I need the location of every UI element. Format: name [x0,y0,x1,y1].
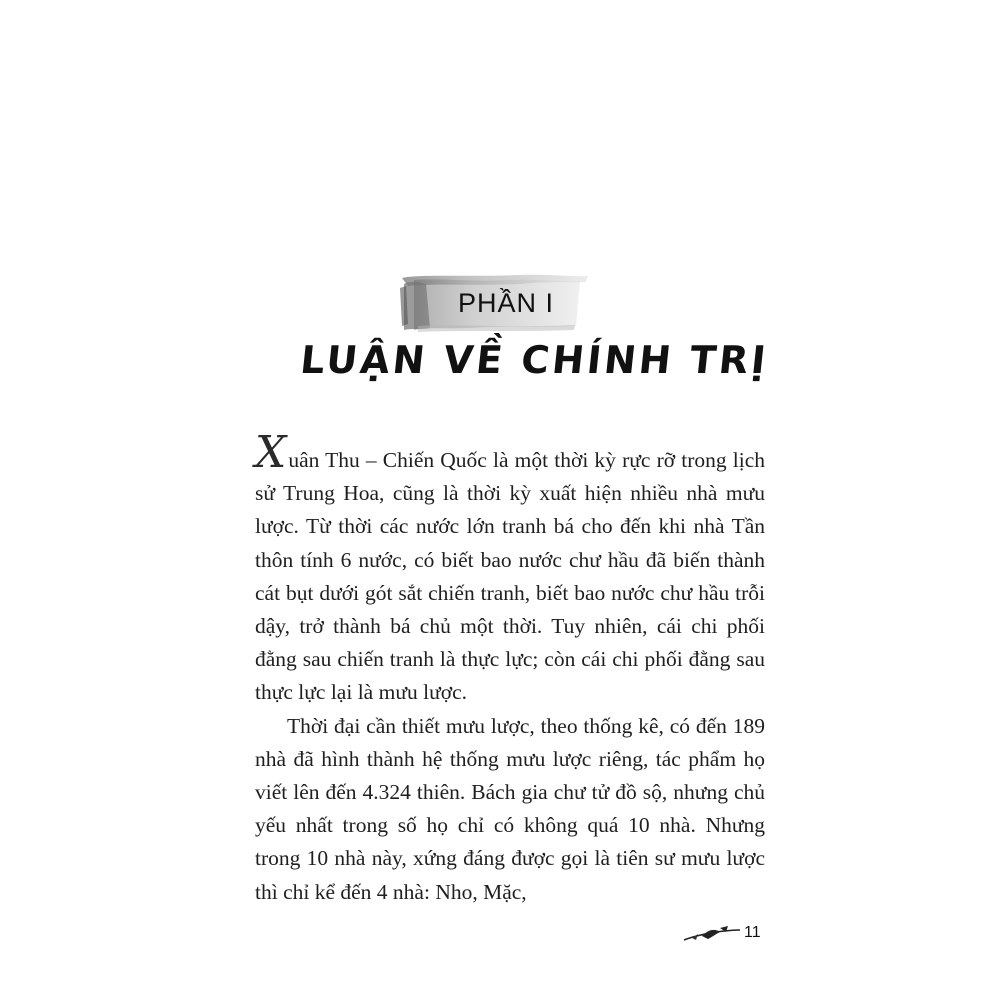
page-footer [682,918,772,948]
part-label: PHẦN I [458,288,555,318]
brush-ornament-icon [682,922,742,944]
body-text [255,427,765,909]
paragraph-1 [255,427,765,710]
chapter-title: LUẬN VỀ CHÍNH TRỊ [298,338,771,382]
dropcap-letter: X [255,427,287,478]
paragraph-2: Thời đại cần thiết mưu lược, theo thống kê, có đến 189 nhà đã hình thành hệ thống mưu lược riêng, tác phẩm họ viết lên đến 4.324 thiên. Bách gia chư tử đồ sộ, nhưng chủ yếu nhất trong số họ chỉ có không quá 10 nhà. Nhưng trong 10 nhà này, xứng đáng được gọi là tiên sư mưu lược thì chỉ kể đến 4 nhà: Nho, Mặc, [255,713,765,904]
part-header [400,268,590,338]
page-number: 11 [744,924,761,941]
paragraph-1-text: uân Thu – Chiến Quốc là một thời kỳ rực rỡ trong lịch sử Trung Hoa, cũng là thời kỳ xuất hiện nhiều nhà mưu lược. Từ thời các nước lớn tranh bá cho đến khi nhà Tần thôn tính 6 nước, có biết bao nước chư hầu đã biến thành cát bụt dưới gót sắt chiến tranh, biết bao nước chư hầu trỗi dậy, trở thành bá chủ một thời. Tuy nhiên, cái chi phối đằng sau chiến tranh là thực lực; còn cái chi phối đằng sau thực lực lại là mưu lược. [255,448,765,705]
